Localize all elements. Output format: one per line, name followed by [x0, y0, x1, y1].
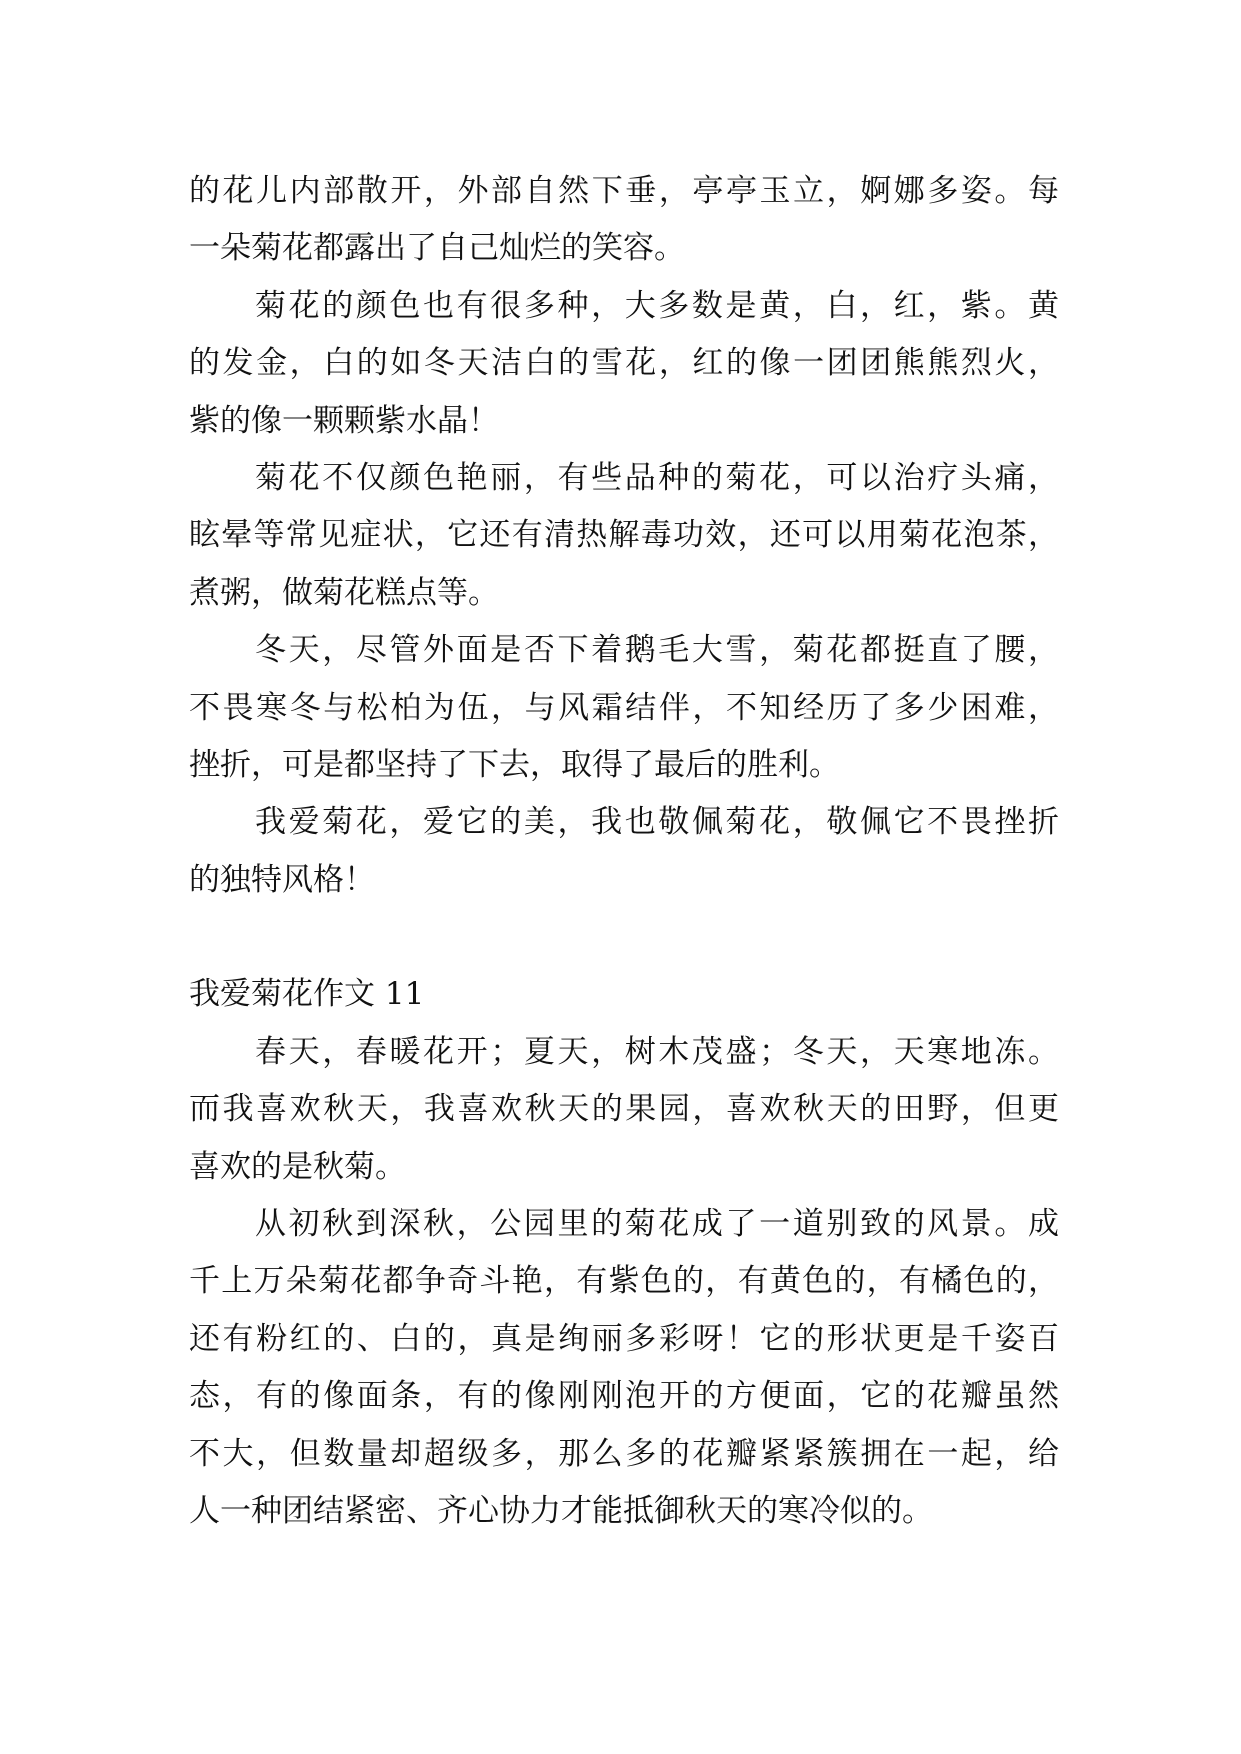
- text-line: 的独特风格！: [189, 861, 375, 898]
- text-line: 眩晕等常见症状，它还有清热解毒功效，还可以用菊花泡茶，: [189, 517, 1059, 554]
- text-line: 而我喜欢秋天，我喜欢秋天的果园，喜欢秋天的田野，但更: [189, 1091, 1059, 1128]
- document-body: [189, 163, 1059, 1540]
- text-line: 千上万朵菊花都争奇斗艳，有紫色的，有黄色的，有橘色的，: [189, 1263, 1059, 1300]
- text-line: 人一种团结紧密、齐心协力才能抵御秋天的寒冷似的。: [189, 1492, 933, 1529]
- paragraph-first-line: 冬天，尽管外面是否下着鹅毛大雪，菊花都挺直了腰，: [255, 632, 1059, 669]
- text-line: 还有粉红的、白的，真是绚丽多彩呀！它的形状更是千姿百: [189, 1320, 1059, 1357]
- paragraph-first-line: 菊花不仅颜色艳丽，有些品种的菊花，可以治疗头痛，: [255, 459, 1059, 496]
- paragraph-first-line: 我爱菊花，爱它的美，我也敬佩菊花，敬佩它不畏挫折: [255, 804, 1059, 841]
- text-line: 煮粥，做菊花糕点等。: [189, 574, 499, 611]
- paragraph-first-line: 从初秋到深秋，公园里的菊花成了一道别致的风景。成: [255, 1206, 1059, 1243]
- text-line: 态，有的像面条，有的像刚刚泡开的方便面，它的花瓣虽然: [189, 1378, 1059, 1415]
- text-line: 的发金，白的如冬天洁白的雪花，红的像一团团熊熊烈火，: [189, 345, 1059, 382]
- paragraph-first-line: 菊花的颜色也有很多种，大多数是黄，白，红，紫。黄: [255, 287, 1059, 324]
- text-line: 紫的像一颗颗紫水晶！: [189, 402, 499, 439]
- paragraph-first-line: 春天，春暖花开；夏天，树木茂盛；冬天，天寒地冻。: [255, 1033, 1059, 1070]
- text-line: 挫折，可是都坚持了下去，取得了最后的胜利。: [189, 746, 840, 783]
- section-heading: 我爱菊花作文 11: [189, 976, 425, 1013]
- text-line: 不畏寒冬与松柏为伍，与风霜结伴，不知经历了多少困难，: [189, 689, 1059, 726]
- text-line: 喜欢的是秋菊。: [189, 1148, 406, 1185]
- text-line: 一朵菊花都露出了自己灿烂的笑容。: [189, 230, 685, 267]
- text-line: 不大，但数量却超级多，那么多的花瓣紧紧簇拥在一起，给: [189, 1435, 1059, 1472]
- text-line: 的花儿内部散开，外部自然下垂，亭亭玉立，婀娜多姿。每: [189, 173, 1059, 209]
- blank-line: [189, 909, 1059, 966]
